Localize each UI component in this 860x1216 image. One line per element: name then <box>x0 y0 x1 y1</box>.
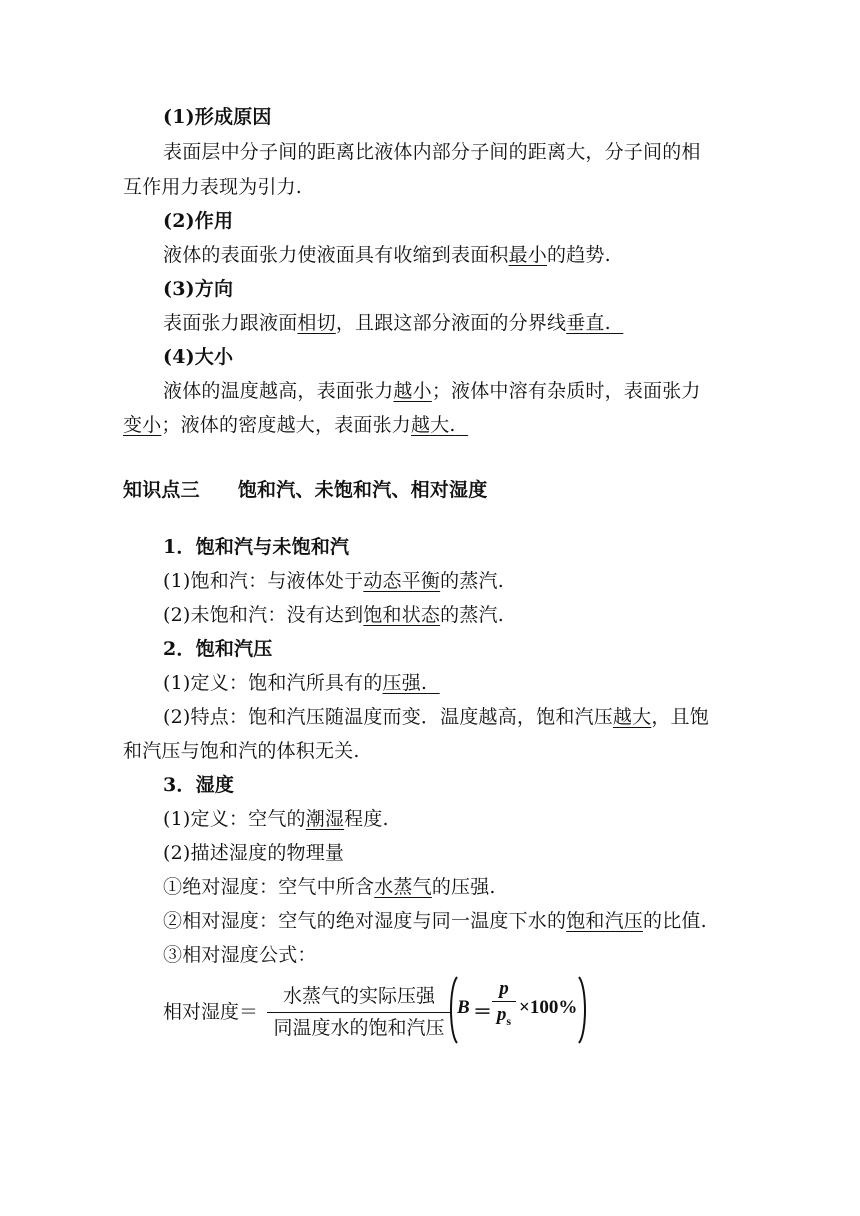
s3-quantities: (2)描述湿度的物理量 <box>163 842 345 864</box>
blank-answer: 动态平衡 <box>363 570 441 592</box>
equals-sign: ＝ <box>473 1002 493 1023</box>
blank-answer: 饱和汽压 <box>566 910 644 932</box>
fraction-bar <box>492 1001 516 1002</box>
subheading-effect: (2)作用 <box>163 210 234 232</box>
paragraph-direction: 表面张力跟液面相切，且跟这部分液面的分界线垂直. <box>163 312 611 334</box>
blank-answer: 变小 <box>123 414 162 436</box>
s1-unsaturated: (2)未饱和汽：没有达到饱和状态的蒸汽. <box>163 604 504 626</box>
s3-formula-label: ③相对湿度公式： <box>163 944 317 966</box>
s2-title: 2．饱和汽压 <box>163 638 273 660</box>
subheading-formation-cause: (1)形成原因 <box>163 106 272 128</box>
s2-feature-1: (2)特点：饱和汽压随温度而变．温度越高，饱和汽压越大，且饱 <box>163 706 709 728</box>
subheading-magnitude: (4)大小 <box>163 346 234 368</box>
section-heading: 知识点三 饱和汽、未饱和汽、相对湿度 <box>123 479 488 501</box>
right-paren <box>576 975 590 1045</box>
s1-saturated: (1)饱和汽：与液体处于动态平衡的蒸汽. <box>163 570 504 592</box>
blank-answer: 压强. <box>382 672 428 694</box>
times-100-percent: ×100% <box>519 997 578 1018</box>
blank-answer: 垂直. <box>566 312 611 334</box>
var-ps: $p_s$ <box>496 1004 512 1028</box>
paragraph-magnitude-1: 液体的温度越高，表面张力越小；液体中溶有杂质时，表面张力 <box>163 380 701 402</box>
s3-relative-humidity: ②相对湿度：空气的绝对湿度与同一温度下水的饱和汽压的比值. <box>163 910 707 932</box>
formula-numerator: 水蒸气的实际压强 <box>282 985 435 1007</box>
fraction-bar <box>267 1012 451 1013</box>
s1-title: 1．饱和汽与未饱和汽 <box>163 536 350 558</box>
blank-answer: 潮湿 <box>305 808 345 830</box>
blank-answer: 越大 <box>612 706 652 728</box>
blank-answer: 越小 <box>393 380 432 402</box>
paragraph-effect: 液体的表面张力使液面具有收缩到表面积最小的趋势. <box>163 244 611 266</box>
blank-answer: 越大. <box>411 414 456 436</box>
blank-answer: 饱和状态 <box>363 604 441 626</box>
blank-answer: 水蒸气 <box>374 876 432 898</box>
s2-feature-2: 和汽压与饱和汽的体积无关. <box>123 740 360 762</box>
paragraph-magnitude-2: 变小；液体的密度越大，表面张力越大. <box>123 414 456 436</box>
paragraph-formation-1: 表面层中分子间的距离比液体内部分子间的距离大，分子间的相 <box>163 141 701 163</box>
blank-answer: 最小 <box>508 244 548 266</box>
formula-label: 相对湿度＝ <box>163 1001 259 1023</box>
p-over-ps <box>492 978 516 1026</box>
formula-fraction <box>267 983 451 1041</box>
s2-definition: (1)定义：饱和汽所具有的压强. <box>163 672 428 694</box>
formula-inner <box>457 975 577 1045</box>
formula-denominator: 同温度水的饱和汽压 <box>273 1017 445 1039</box>
var-p: p <box>499 978 509 999</box>
subheading-direction: (3)方向 <box>163 278 234 300</box>
blank-answer: 相切 <box>297 312 336 334</box>
s3-absolute-humidity: ①绝对湿度：空气中所含水蒸气的压强. <box>163 876 496 898</box>
s3-title: 3．湿度 <box>163 774 235 796</box>
var-b: B <box>457 997 470 1018</box>
s3-definition: (1)定义：空气的潮湿程度. <box>163 808 389 830</box>
paragraph-formation-2: 互作用力表现为引力. <box>123 176 303 198</box>
